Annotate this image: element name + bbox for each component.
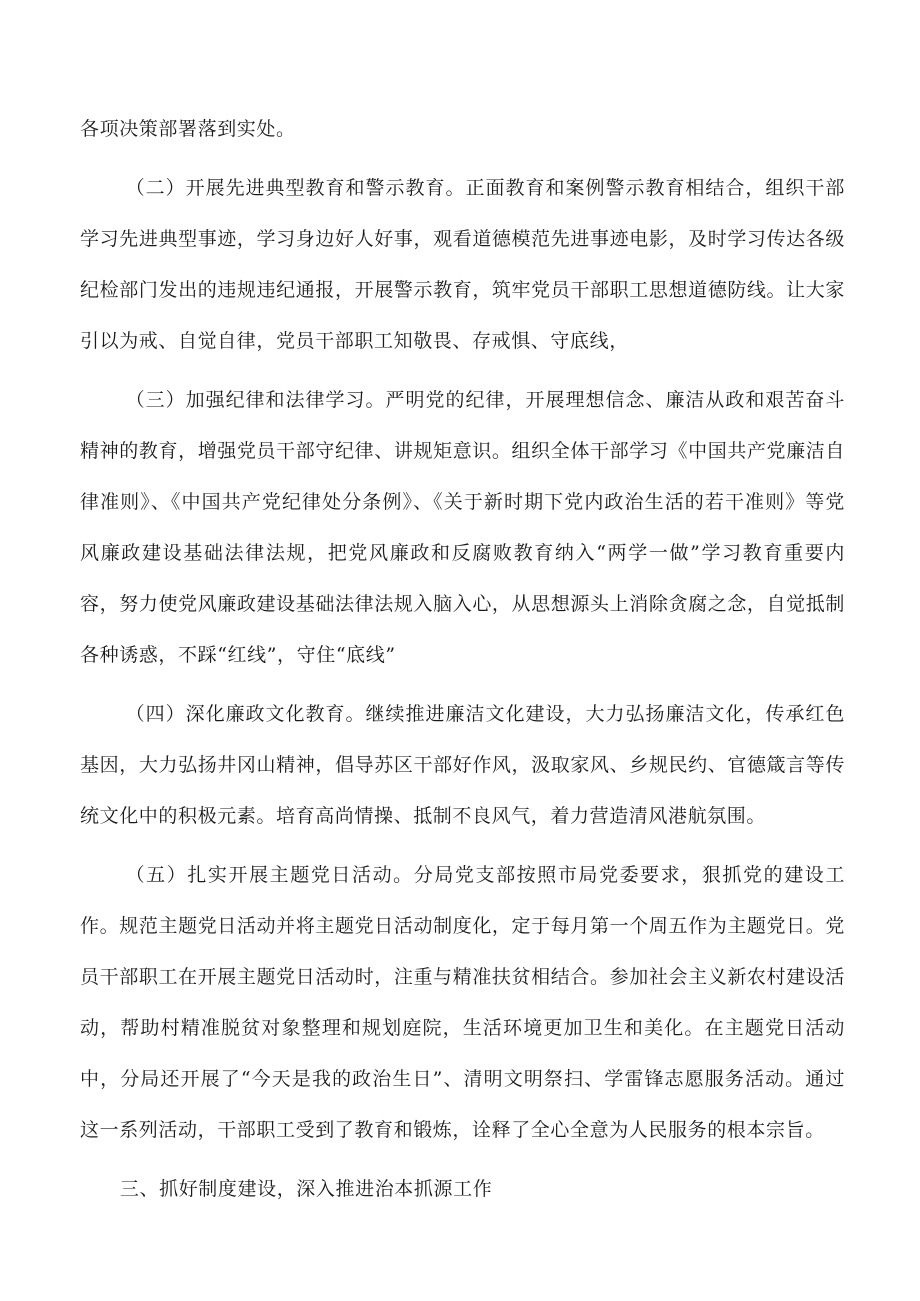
paragraph-section-3: （三）加强纪律和法律学习。严明党的纪律，开展理想信念、廉洁从政和艰苦奋斗精神的教育，增强党员干部守纪律、讲规矩意识。组织全体干部学习《中国共产党廉洁自律准则》、《中国共产党纪律处分条例》、《关于新时期下党内政治生活的若干准则》等党风廉政建设基础法律法规，把党风廉政和反腐败教育纳入“两学一做”学习教育重要内容，努力使党风廉政建设基础法律法规入脑入心，从思想源头上消除贪腐之念，自觉抵制各种诱惑，不踩“红线”，守住“底线” (80, 389, 845, 666)
paragraph-section-4: （四）深化廉政文化教育。继续推进廉洁文化建设，大力弘扬廉洁文化，传承红色基因，大力弘扬井冈山精神，倡导苏区干部好作风，汲取家风、乡规民约、官德箴言等传统文化中的积极元素。培育高尚情操、抵制不良风气，着力营造清风港航氛围。 (80, 703, 845, 827)
section-heading-3: 三、抓好制度建设，深入推进治本抓源工作 (119, 1178, 493, 1200)
paragraph-section-2: （二）开展先进典型教育和警示教育。正面教育和案例警示教育相结合，组织干部学习先进典型事迹，学习身边好人好事，观看道德模范先进事迹电影，及时学习传达各级纪检部门发出的违规违纪通报，开展警示教育，筑牢党员干部职工思想道德防线。让大家引以为戒、自觉自律，党员干部职工知敬畏、存戒惧、守底线， (80, 177, 845, 352)
paragraph-section-5: （五）扎实开展主题党日活动。分局党支部按照市局党委要求，狠抓党的建设工作。规范主题党日活动并将主题党日活动制度化，定于每月第一个周五作为主题党日。党员干部职工在开展主题党日活动时，注重与精准扶贫相结合。参加社会主义新农村建设活动，帮助村精准脱贫对象整理和规划庭院，生活环境更加卫生和美化。在主题党日活动中，分局还开展了“今天是我的政治生日”、清明文明祭扫、学雷锋志愿服务活动。通过这一系列活动，干部职工受到了教育和锻炼，诠释了全心全意为人民服务的根本宗旨。 (80, 864, 845, 1141)
paragraph-continuation: 各项决策部署落到实处。 (80, 118, 296, 140)
document-body (80, 104, 845, 1215)
